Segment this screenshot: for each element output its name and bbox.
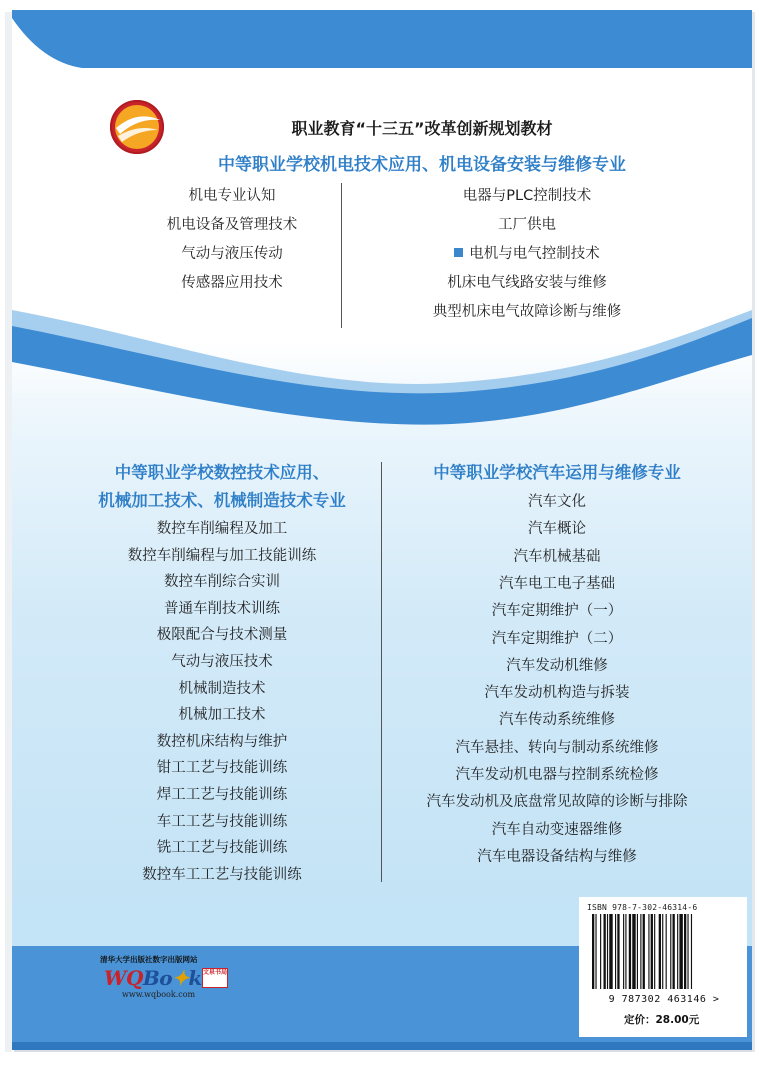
book-back-cover xyxy=(12,10,752,1050)
book-title: 汽车发动机构造与拆装 xyxy=(484,685,630,702)
publisher-emblem-icon xyxy=(108,98,166,156)
book-title-current xyxy=(397,242,657,263)
book-title: 汽车悬挂、转向与制动系统维修 xyxy=(455,739,659,756)
top-blue-band xyxy=(12,10,752,68)
book-title: 汽车发动机及底盘常见故障的诊断与排除 xyxy=(426,794,688,811)
cnc-book-list xyxy=(92,517,352,897)
book-title: 机电专业认知 xyxy=(188,188,276,204)
book-title: 汽车电器设备结构与维修 xyxy=(477,848,637,865)
book-title: 数控车削编程及加工 xyxy=(156,521,288,537)
middle-divider xyxy=(381,462,382,882)
top-divider xyxy=(341,183,342,328)
wqbook-badge: 文泉书局 xyxy=(202,968,228,988)
book-title: 数控车工工艺与技能训练 xyxy=(142,866,302,883)
book-title: 机电设备及管理技术 xyxy=(166,217,298,233)
book-title: 汽车机械基础 xyxy=(513,548,601,565)
book-title: 传感器应用技术 xyxy=(181,275,283,291)
publisher-url: www.wqbook.com xyxy=(122,990,196,999)
barcode-icon xyxy=(590,914,740,989)
book-title: 机械制造技术 xyxy=(178,680,266,697)
cnc-section-title-line1: 中等职业学校数控技术应用、 xyxy=(114,463,330,482)
barcode-number: 9 787302 463146 > xyxy=(608,994,720,1005)
book-title: 典型机床电气故障诊断与维修 xyxy=(432,304,622,320)
major-title: 中等职业学校机电技术应用、机电设备安装与维修专业 xyxy=(218,155,626,175)
book-title: 气动与液压传动 xyxy=(181,246,283,262)
auto-section-title: 中等职业学校汽车运用与维修专业 xyxy=(433,463,681,482)
auto-book-list xyxy=(392,490,722,880)
book-title: 数控车削编程与加工技能训练 xyxy=(127,547,317,564)
current-book-marker-icon xyxy=(454,248,463,257)
book-title: 汽车发动机电器与控制系统检修 xyxy=(455,767,659,783)
book-title: 焊工工艺与技能训练 xyxy=(156,787,288,803)
book-title: 数控车削综合实训 xyxy=(164,574,280,591)
wqbook-logo: WQBo✦k xyxy=(104,966,202,990)
book-title: 电机与电气控制技术 xyxy=(469,246,600,262)
star-icon: ✦ xyxy=(172,966,189,990)
top-right-book-list xyxy=(397,184,657,334)
book-title: 机械加工技术 xyxy=(178,707,266,724)
book-title: 汽车电工电子基础 xyxy=(499,575,615,592)
book-title: 钳工工艺与技能训练 xyxy=(156,760,288,777)
publisher-label: 清华大学出版社数字出版网站 xyxy=(100,955,198,964)
book-title: 气动与液压技术 xyxy=(171,654,273,670)
book-title: 机床电气线路安装与维修 xyxy=(447,275,607,291)
book-title: 车工工艺与技能训练 xyxy=(156,813,288,830)
series-title: 职业教育“十三五”改革创新规划教材 xyxy=(291,119,553,138)
cover-edge-left xyxy=(5,12,12,1052)
book-title: 普通车削技术训练 xyxy=(164,600,280,617)
cnc-section-title-line2: 机械加工技术、机械制造技术专业 xyxy=(98,491,346,510)
book-title: 工厂供电 xyxy=(498,217,556,233)
book-title: 汽车文化 xyxy=(528,494,586,510)
book-title: 汽车定期维护（一） xyxy=(491,603,623,620)
book-title: 铣工工艺与技能训练 xyxy=(156,840,288,857)
book-title: 数控机床结构与维护 xyxy=(156,733,288,750)
book-title: 汽车自动变速器维修 xyxy=(491,821,623,838)
book-title: 汽车发动机维修 xyxy=(506,657,608,674)
cover-edge-right xyxy=(752,12,755,1052)
book-title: 汽车概论 xyxy=(528,521,586,538)
book-title: 极限配合与技术测量 xyxy=(156,627,288,644)
isbn-text: ISBN 978-7-302-46314-6 xyxy=(587,903,698,912)
price: 定价：28.00元 xyxy=(624,1014,700,1026)
top-left-book-list xyxy=(112,184,352,304)
book-title: 电器与PLC控制技术 xyxy=(462,188,592,204)
book-title: 汽车定期维护（二） xyxy=(491,630,623,647)
book-title: 汽车传动系统维修 xyxy=(499,712,615,729)
